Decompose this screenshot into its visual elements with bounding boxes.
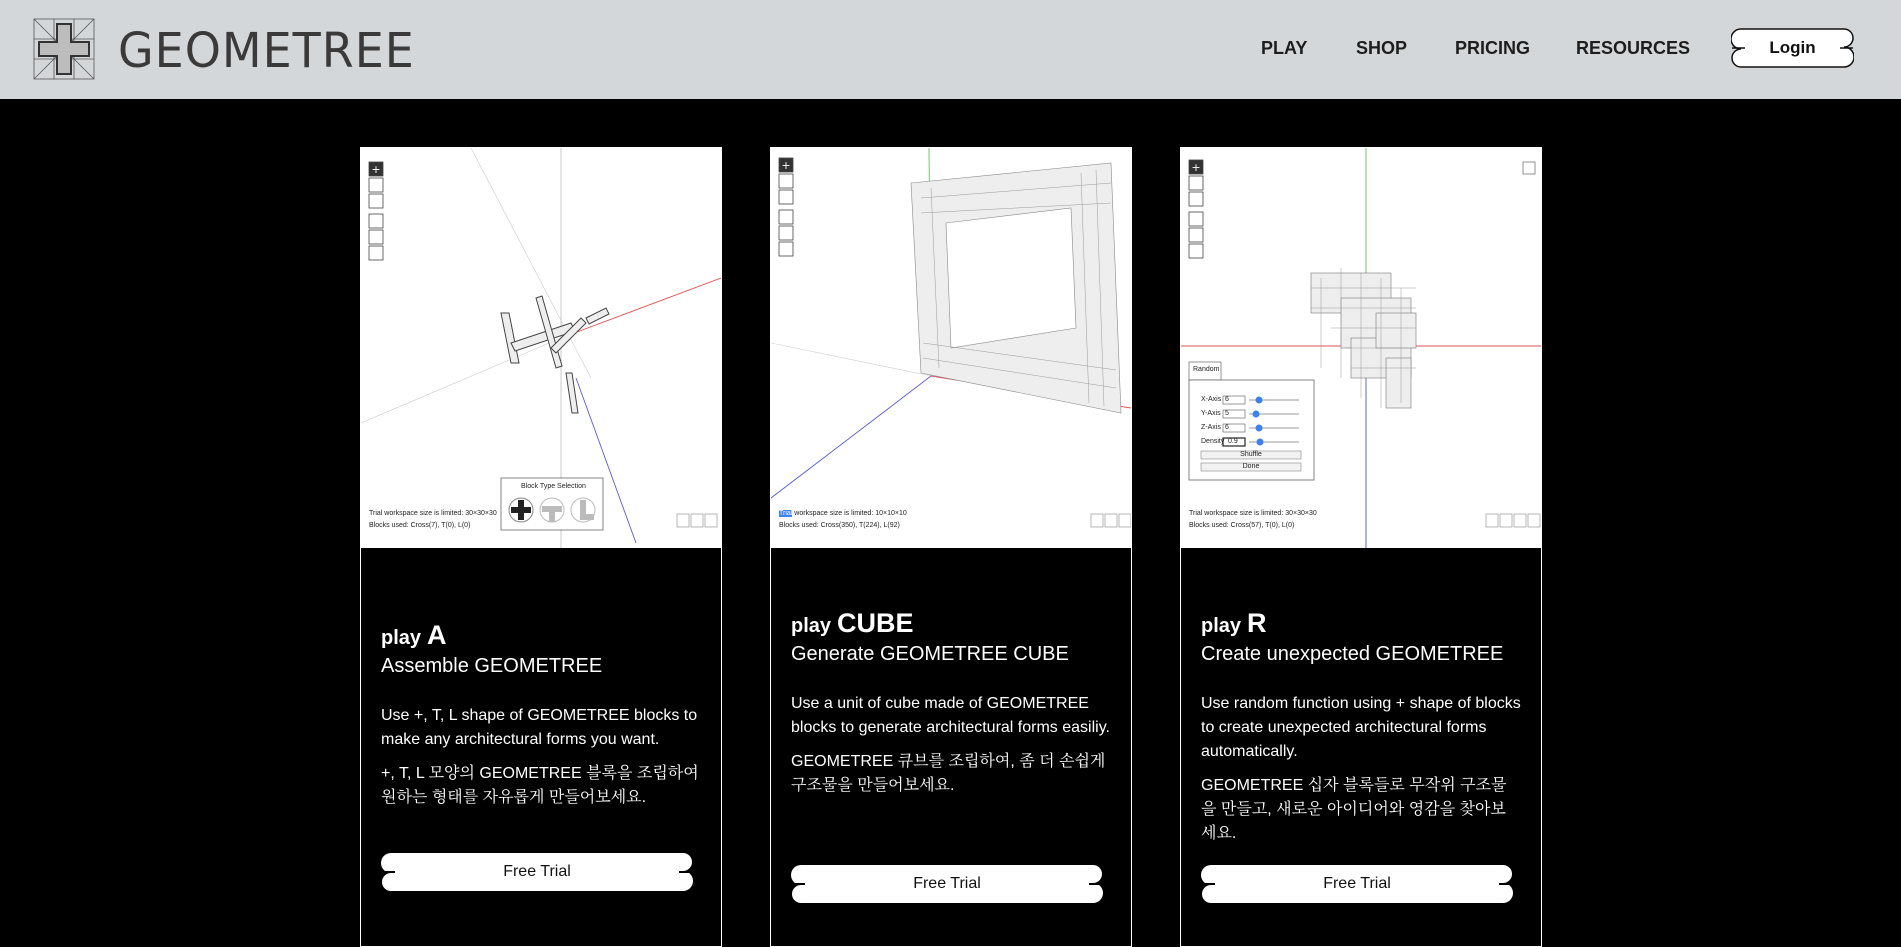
card-r-heading: play R [1201,608,1267,638]
free-trial-label: Free Trial [503,863,571,880]
card-play-r [1180,147,1542,947]
card-cube-free-trial-button[interactable] [791,864,1103,904]
shuffle-button[interactable]: Shuffle [1240,451,1262,458]
x-axis-label: X-Axis [1201,396,1222,403]
density-label: Density [1201,438,1225,445]
nav-pricing[interactable]: PRICING [1455,38,1531,58]
play-a-screenshot[interactable] [361,148,721,548]
z-axis-label: Z-Axis [1201,424,1221,431]
y-axis-label: Y-Axis [1201,410,1221,417]
card-r-desc-en: Use random function using + shape of blocks to create unexpected architectural forms automatically. [1201,695,1521,760]
card-a-body [381,620,701,810]
free-trial-label: Free Trial [913,875,981,892]
x-axis-value[interactable]: 6 [1225,396,1229,403]
card-play-a [360,147,722,947]
card-a-heading: play A [381,620,447,650]
geometree-logo-icon[interactable] [33,18,95,80]
card-a-free-trial-button[interactable] [381,852,693,892]
card-cube-desc-en: Use a unit of cube made of GEOMETREE blocks to generate architectural forms easiliy. [791,695,1110,736]
card-cube-body [791,608,1111,798]
login-label: Login [1769,38,1816,57]
card-a-desc-en: Use +, T, L shape of GEOMETREE blocks to make any architectural forms you want. [381,707,698,748]
done-button[interactable]: Done [1242,463,1260,470]
density-value[interactable]: 0.9 [1228,438,1238,445]
block-type-panel-title: Block Type Selection [521,483,586,490]
nav-play[interactable]: PLAY [1261,38,1308,58]
card-cube-subtitle: Generate GEOMETREE CUBE [791,643,1069,665]
site-header [0,0,1901,99]
card-play-cube [770,147,1132,947]
card-cube-heading: play CUBE [791,608,914,638]
nav-resources[interactable]: RESOURCES [1576,38,1691,58]
svg-text:+: + [1191,161,1201,174]
card-cube-desc-ko: GEOMETREE 큐브를 조립하여, 좀 더 손쉽게 구조물을 만들어보세요. [791,753,1106,794]
blocks-used-text: Blocks used: Cross(350), T(224), L(92) [779,522,900,529]
card-a-desc-ko: +, T, L 모양의 GEOMETREE 블록을 조립하여 원하는 형태를 자유롭게 만들어보세요. [381,765,699,806]
workspace-limit-text: Trial workspace size is limited: 10×10×10 [779,510,907,517]
play-cube-screenshot[interactable] [771,148,1131,548]
card-a-subtitle: Assemble GEOMETREE [381,655,603,677]
card-r-desc-ko: GEOMETREE 십자 블록들로 무작위 구조물을 만들고, 새로운 아이디어와 영감을 찾아보세요. [1201,777,1507,842]
z-axis-value[interactable]: 6 [1225,424,1229,431]
card-r-subtitle: Create unexpected GEOMETREE [1201,643,1504,665]
card-r-free-trial-button[interactable] [1201,864,1513,904]
svg-text:+: + [371,163,381,176]
workspace-limit-text: Trial workspace size is limited: 30×30×30 [1189,510,1317,517]
blocks-used-text: Blocks used: Cross(7), T(0), L(0) [369,522,471,529]
free-trial-label: Free Trial [1323,875,1391,892]
nav-shop[interactable]: SHOP [1356,38,1408,58]
play-r-screenshot[interactable] [1181,148,1541,548]
workspace-limit-text: Trial workspace size is limited: 30×30×30 [369,510,497,517]
random-panel-tab[interactable]: Random [1193,366,1220,373]
login-button[interactable] [1731,28,1854,68]
brand-wordmark[interactable]: GEOMETREE [118,21,415,79]
y-axis-value[interactable]: 5 [1225,410,1229,417]
svg-text:+: + [781,159,791,172]
card-r-body [1201,608,1521,846]
blocks-used-text: Blocks used: Cross(57), T(0), L(0) [1189,522,1295,529]
